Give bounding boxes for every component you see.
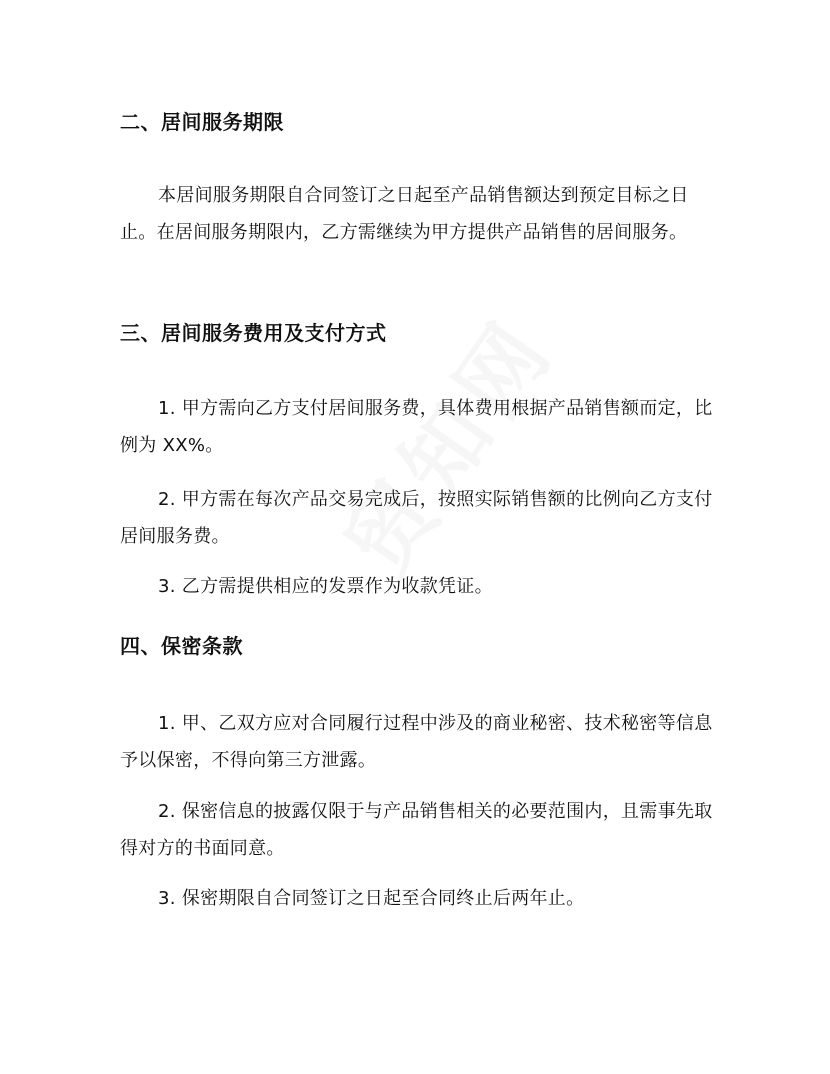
paragraph-fee-3: 3. 乙方需提供相应的发票作为收款凭证。 bbox=[158, 576, 493, 597]
paragraph-confidentiality-2: 2. 保密信息的披露仅限于与产品销售相关的必要范围内，且需事先取得对方的书面同意。 bbox=[120, 801, 713, 859]
paragraph-fee-1: 1. 甲方需向乙方支付居间服务费，具体费用根据产品销售额而定，比例为 XX%。 bbox=[120, 398, 713, 456]
paragraph-fee-2: 2. 甲方需在每次产品交易完成后，按照实际销售额的比例向乙方支付居间服务费。 bbox=[120, 489, 713, 547]
section-heading-confidentiality: 四、保密条款 bbox=[120, 634, 243, 658]
paragraph-confidentiality-1: 1. 甲、乙双方应对合同履行过程中涉及的商业秘密、技术秘密等信息予以保密，不得向第三方泄露。 bbox=[120, 713, 713, 771]
paragraph-term-1: 本居间服务期限自合同签订之日起至产品销售额达到预定目标之日止。在居间服务期限内，乙方需继续为甲方提供产品销售的居间服务。 bbox=[120, 185, 689, 243]
paragraph-confidentiality-3: 3. 保密期限自合同签订之日起至合同终止后两年止。 bbox=[158, 888, 585, 909]
section-heading-term: 二、居间服务期限 bbox=[120, 110, 284, 134]
section-heading-fee: 三、居间服务费用及支付方式 bbox=[120, 321, 387, 345]
